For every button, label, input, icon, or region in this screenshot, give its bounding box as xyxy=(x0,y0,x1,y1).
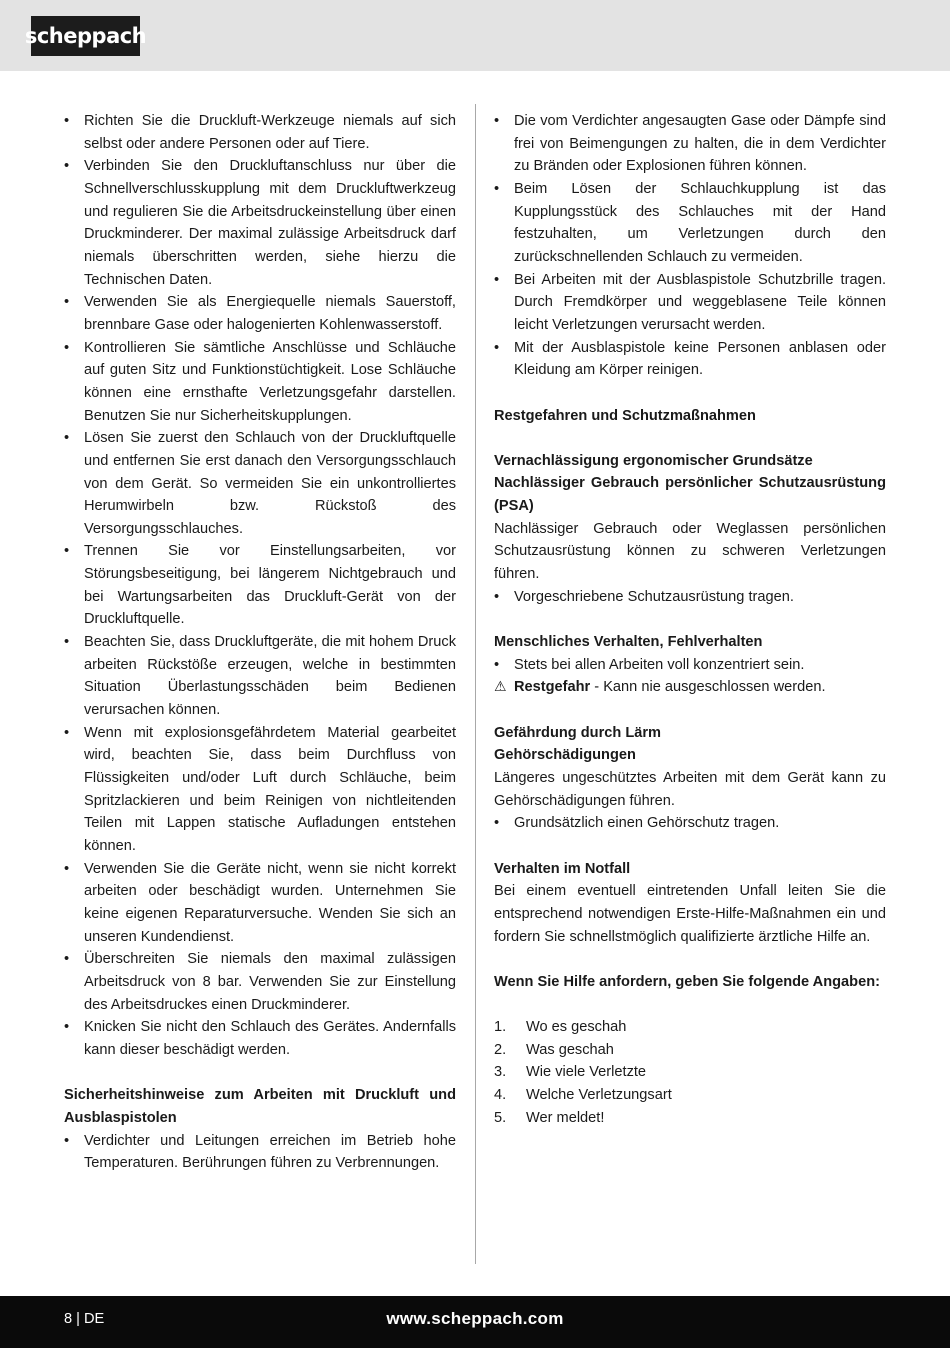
list-item: • Beachten Sie, dass Druckluftgeräte, die mit hohem Druck arbeiten Rückstöße erzeugen, welche in bestimmten Situation Überlastungsschäden beim Bedienen verursachen können. xyxy=(64,631,456,722)
list-text: Wie viele Verletzte xyxy=(526,1064,647,1081)
section-heading-compressed-air: Sicherheitshinweise zum Arbeiten mit Druckluft und Ausblaspistolen xyxy=(64,1087,456,1126)
emergency-heading: Verhalten im Notfall xyxy=(494,860,631,877)
list-number: 2. xyxy=(494,1041,507,1058)
list-number: 5. xyxy=(494,1109,507,1126)
help-request-heading: Wenn Sie Hilfe anfordern, geben Sie folgende Angaben: xyxy=(494,973,880,990)
list-text: Was geschah xyxy=(526,1041,614,1058)
noise-bullet-list xyxy=(494,812,886,835)
page-header xyxy=(0,0,950,71)
noise-text: Längeres ungeschütztes Arbeiten mit dem Gerät kann zu Gehörschädigungen führen. xyxy=(494,769,886,809)
page-number: 8 | DE xyxy=(64,1311,105,1327)
page-footer xyxy=(0,1296,950,1348)
behavior-bullet-list xyxy=(494,654,886,677)
list-item: • Verwenden Sie als Energiequelle niemals Sauerstoff, brennbare Gase oder halogenierten Kohlenwasserstoff. xyxy=(64,291,456,336)
warning-text: - Kann nie ausgeschlossen werden. xyxy=(590,679,826,696)
warning-label: Restgefahr xyxy=(514,679,591,696)
list-item: • Beim Lösen der Schlauchkupplung ist das Kupplungsstück des Schlauches mit der Hand festzuhalten, um Verletzungen durch den zurückschnellenden Schlauch zu vermeiden. xyxy=(494,178,886,269)
ppe-bullet-list xyxy=(494,586,886,609)
list-number: 4. xyxy=(494,1087,507,1104)
residual-risks-heading: Restgefahren und Schutzmaßnahmen xyxy=(494,407,756,424)
list-item: • Knicken Sie nicht den Schlauch des Gerätes. Andernfalls kann dieser beschädigt werden. xyxy=(64,1016,456,1061)
safety-bullet-list xyxy=(64,110,456,1062)
behavior-heading: Menschliches Verhalten, Fehlverhalten xyxy=(494,634,763,651)
list-text: Wer meldet! xyxy=(526,1109,605,1126)
list-number: 3. xyxy=(494,1064,507,1081)
list-item xyxy=(494,1039,886,1062)
ppe-text: Nachlässiger Gebrauch oder Weglassen persönlichen Schutzausrüstung können zu schweren Verletzungen führen. xyxy=(494,520,886,583)
list-item: • Kontrollieren Sie sämtliche Anschlüsse und Schläuche auf guten Sitz und Funktionstüchtigkeit. Lose Schläuche können eine ernsthafte Verletzungsgefahr darstellen. Benutzen Sie nur Sicherheitskupplungen. xyxy=(64,337,456,428)
list-item: • Trennen Sie vor Einstellungsarbeiten, vor Störungsbeseitigung, bei längerem Nichtgebrauch und bei Wartungsarbeiten das Druckluft-Gerät von der Druckluftquelle. xyxy=(64,540,456,631)
compressed-air-bullet-list xyxy=(64,1130,456,1175)
list-text: Welche Verletzungsart xyxy=(526,1087,672,1104)
list-item: • Verwenden Sie die Geräte nicht, wenn sie nicht korrekt arbeiten oder beschädigt wurden. Unternehmen Sie keine eigenen Reparaturversuche. Wenden Sie sich an unseren Kundendienst. xyxy=(64,858,456,949)
ergonomics-heading: Vernachlässigung ergonomischer Grundsätze xyxy=(494,452,813,469)
list-number: 1. xyxy=(494,1019,507,1036)
list-item: • Wenn mit explosionsgefährdetem Material gearbeitet wird, beachten Sie, dass beim Durchfluss von Flüssigkeiten und/oder Luft durch Schläuche, beim Spritzlackieren und beim Reinigen von nichtleitenden Teilen mit Lappen statische Aufladungen entstehen können. xyxy=(64,722,456,858)
right-column xyxy=(494,110,886,1129)
list-item: • Bei Arbeiten mit der Ausblaspistole Schutzbrille tragen. Durch Fremdkörper und weggeblasene Teile können leicht Verletzungen verursacht werden. xyxy=(494,269,886,337)
emergency-text: Bei einem eventuell eintretenden Unfall leiten Sie die entsprechend notwendigen Erste-Hilfe-Maßnahmen ein und fordern Sie schnellstmöglich qualifizierte ärztliche Hilfe an. xyxy=(494,883,886,945)
noise-heading: Gefährdung durch Lärm xyxy=(494,724,662,741)
list-item xyxy=(494,1016,886,1039)
compressor-bullet-list xyxy=(494,110,886,382)
left-column xyxy=(64,110,456,1175)
help-info-list xyxy=(494,1016,886,1129)
list-item xyxy=(494,1084,886,1107)
list-item: • Die vom Verdichter angesaugten Gase oder Dämpfe sind frei von Beimengungen zu halten, die in dem Verdichter zu Bränden oder Explosionen führen können. xyxy=(494,110,886,178)
list-item xyxy=(494,1107,886,1130)
website-link[interactable]: www.scheppach.com xyxy=(386,1309,564,1328)
list-item: • Verbinden Sie den Druckluftanschluss nur über die Schnellverschlusskupplung mit dem Druckluftwerkzeug und regulieren Sie die Arbeitsdruckeinstellung über einen Druckminderer. Der maximal zulässige Arbeitsdruck darf niemals überschritten werden, siehe hierzu die Technischen Daten. xyxy=(64,155,456,291)
list-item: • Richten Sie die Druckluft-Werkzeuge niemals auf sich selbst oder andere Personen oder auf Tiere. xyxy=(64,110,456,155)
hearing-damage-heading: Gehörschädigungen xyxy=(494,747,636,764)
list-item: • Vorgeschriebene Schutzausrüstung tragen. xyxy=(494,586,886,609)
list-item: • Mit der Ausblaspistole keine Personen anblasen oder Kleidung am Körper reinigen. xyxy=(494,337,886,382)
scheppach-logo: scheppach xyxy=(31,16,140,56)
list-item xyxy=(494,1061,886,1084)
residual-risk-warning xyxy=(494,676,886,699)
list-item: • Verdichter und Leitungen erreichen im Betrieb hohe Temperaturen. Berührungen führen zu Verbrennungen. xyxy=(64,1130,456,1175)
ppe-heading: Nachlässiger Gebrauch persönlicher Schutzausrüstung (PSA) xyxy=(494,475,886,515)
list-item: • Überschreiten Sie niemals den maximal zulässigen Arbeitsdruck von 8 bar. Verwenden Sie zur Einstellung des Arbeitsdruckes einen Druckminderer. xyxy=(64,948,456,1016)
list-item: • Grundsätzlich einen Gehörschutz tragen. xyxy=(494,812,886,835)
column-divider xyxy=(475,104,476,1264)
list-item: • Lösen Sie zuerst den Schlauch von der Druckluftquelle und entfernen Sie erst danach den Versorgungsschlauch von dem Gerät. So vermeiden Sie ein unkontrolliertes Herumwirbeln bzw. Rückstoß des Versorgungsschlauches. xyxy=(64,427,456,540)
list-item: • Stets bei allen Arbeiten voll konzentriert sein. xyxy=(494,654,886,677)
list-text: Wo es geschah xyxy=(526,1019,627,1036)
warning-triangle-icon: ⚠ xyxy=(494,679,507,696)
